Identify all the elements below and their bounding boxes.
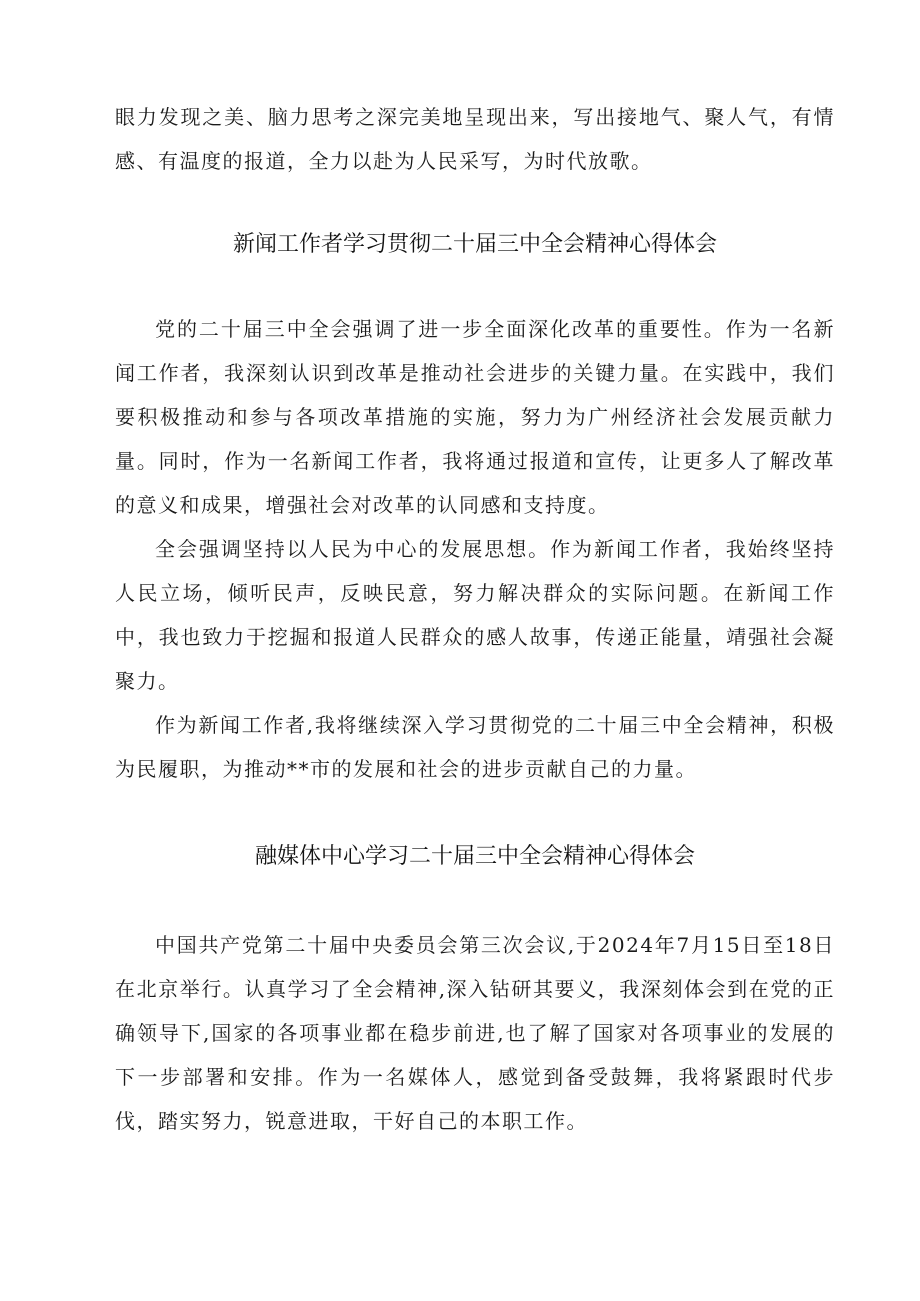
section-2-paragraph-1: 中国共产党第二十届中央委员会第三次会议,于2024年7月15日至18日在北京举行。认真学习了全会精神,深入钻研其要义，我深刻体会到在党的正确领导下,国家的各项事业都在稳步前进,也了解了国家对各项事业的发展的下一步部署和安排。作为一名媒体人，感觉到备受鼓舞，我将紧跟时代步伐，踏实努力，锐意进取，干好自己的本职工作。: [115, 933, 835, 1133]
spacer: [115, 879, 835, 923]
spacer: [115, 791, 835, 835]
spacer: [115, 183, 835, 223]
section-1-paragraph-3: 作为新闻工作者,我将继续深入学习贯彻党的二十届三中全会精神，积极为民履职，为推动**市的发展和社会的进步贡献自己的力量。: [115, 713, 835, 781]
section-title-1: 新闻工作者学习贯彻二十届三中全会精神心得体会: [232, 232, 717, 257]
section-1-paragraph-1: 党的二十届三中全会强调了进一步全面深化改革的重要性。作为一名新闻工作者，我深刻认识到改革是推动社会进步的关键力量。在实践中，我们要积极推动和参与各项改革措施的实施，努力为广州经济社会发展贡献力量。同时，作为一名新闻工作者，我将通过报道和宣传，让更多人了解改革的意义和成果，增强社会对改革的认同感和支持度。: [115, 317, 835, 517]
section-title-2: 融媒体中心学习二十届三中全会精神心得体会: [254, 844, 695, 869]
section-1-paragraph-2: 全会强调坚持以人民为中心的发展思想。作为新闻工作者，我始终坚持人民立场，倾听民声，反映民意，努力解决群众的实际问题。在新闻工作中，我也致力于挖掘和报道人民群众的感人故事，传递正能量，靖强社会凝聚力。: [115, 537, 835, 693]
spacer: [115, 267, 835, 307]
document-page: [115, 95, 835, 1143]
continued-paragraph: 眼力发现之美、脑力思考之深完美地呈现出来，写出接地气、聚人气，有情感、有温度的报道，全力以赴为人民采写，为时代放歌。: [115, 105, 835, 173]
